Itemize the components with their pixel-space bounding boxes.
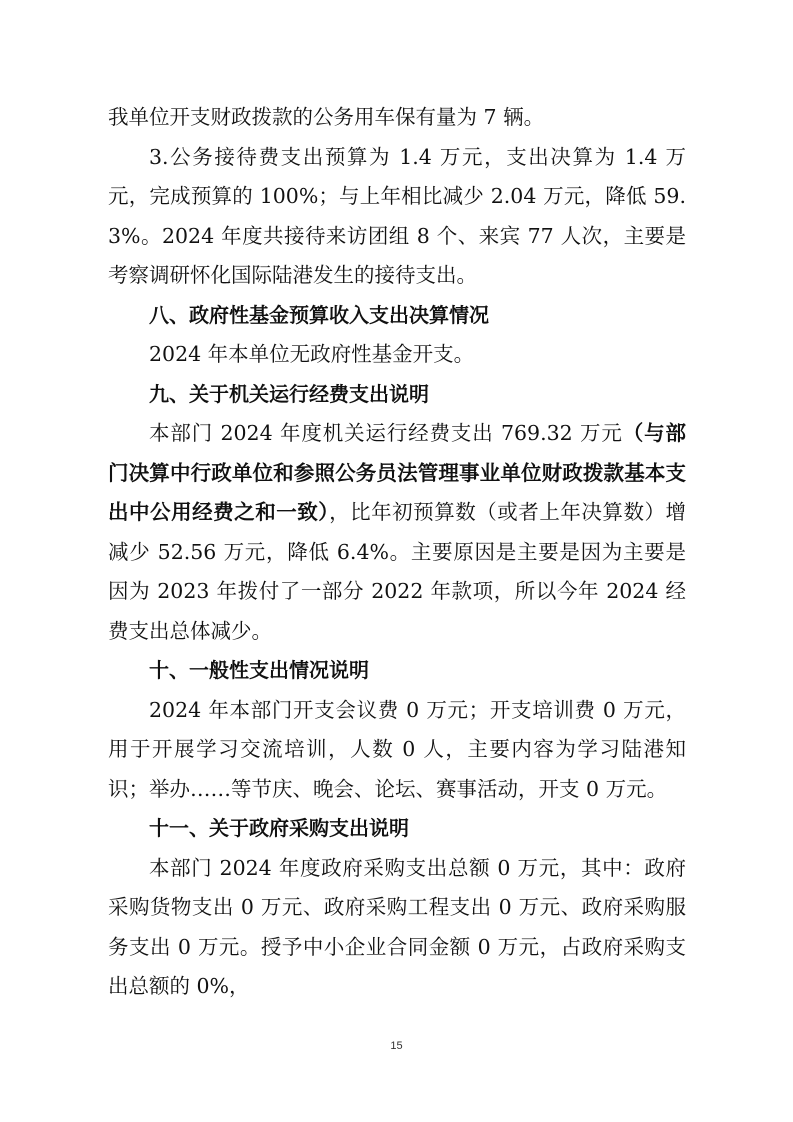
heading-section-10: 十、一般性支出情况说明 xyxy=(149,658,369,682)
paragraph-operating-expense xyxy=(108,414,686,651)
operating-expense-bold-note: （与部门决算中行政单位和参照公务员法管理事业单位财政拨款基本支出中公用经费之和一致） xyxy=(108,421,686,524)
heading-section-8: 八、政府性基金预算收入支出决算情况 xyxy=(149,302,489,327)
heading-section-9: 九、关于机关运行经费支出说明 xyxy=(149,381,429,406)
document-body xyxy=(108,98,686,1007)
operating-expense-lead: 本部门 2024 年度机关运行经费支出 769.32 万元 xyxy=(149,421,623,445)
paragraph-vehicle-count: 我单位开支财政拨款的公务用车保有量为 7 辆。 xyxy=(108,105,545,129)
paragraph-procurement: 本部门 2024 年度政府采购支出总额 0 万元，其中：政府采购货物支出 0 万元、政府采购工程支出 0 万元、政府采购服务支出 0 万元。授予中小企业合同金额 0 万元，占政府采购支出总额的 0%， xyxy=(108,855,686,998)
operating-expense-detail: ，比年初预算数（或者上年决算数）增减少 52.56 万元，降低 6.4%。主要原因是主要是因为主要是因为 2023 年拨付了一部分 2022 年款项，所以今年 2024 经费支出总体减少。 xyxy=(108,500,687,643)
paragraph-government-fund: 2024 年本单位无政府性基金开支。 xyxy=(149,342,475,366)
page-number: 15 xyxy=(390,1040,403,1052)
paragraph-general-expense: 2024 年本部门开支会议费 0 万元；开支培训费 0 万元，用于开展学习交流培训，人数 0 人，主要内容为学习陆港知识；举办……等节庆、晚会、论坛、赛事活动，开支 0 万元。 xyxy=(108,697,686,801)
heading-section-11: 十一、关于政府采购支出说明 xyxy=(149,816,409,840)
paragraph-reception-expense: 3.公务接待费支出预算为 1.4 万元，支出决算为 1.4 万元，完成预算的 100%；与上年相比减少 2.04 万元，降低 59.3%。2024 年度共接待来访团组 8 个、来宾 77 人次，主要是考察调研怀化国际陆港发生的接待支出。 xyxy=(108,144,686,287)
